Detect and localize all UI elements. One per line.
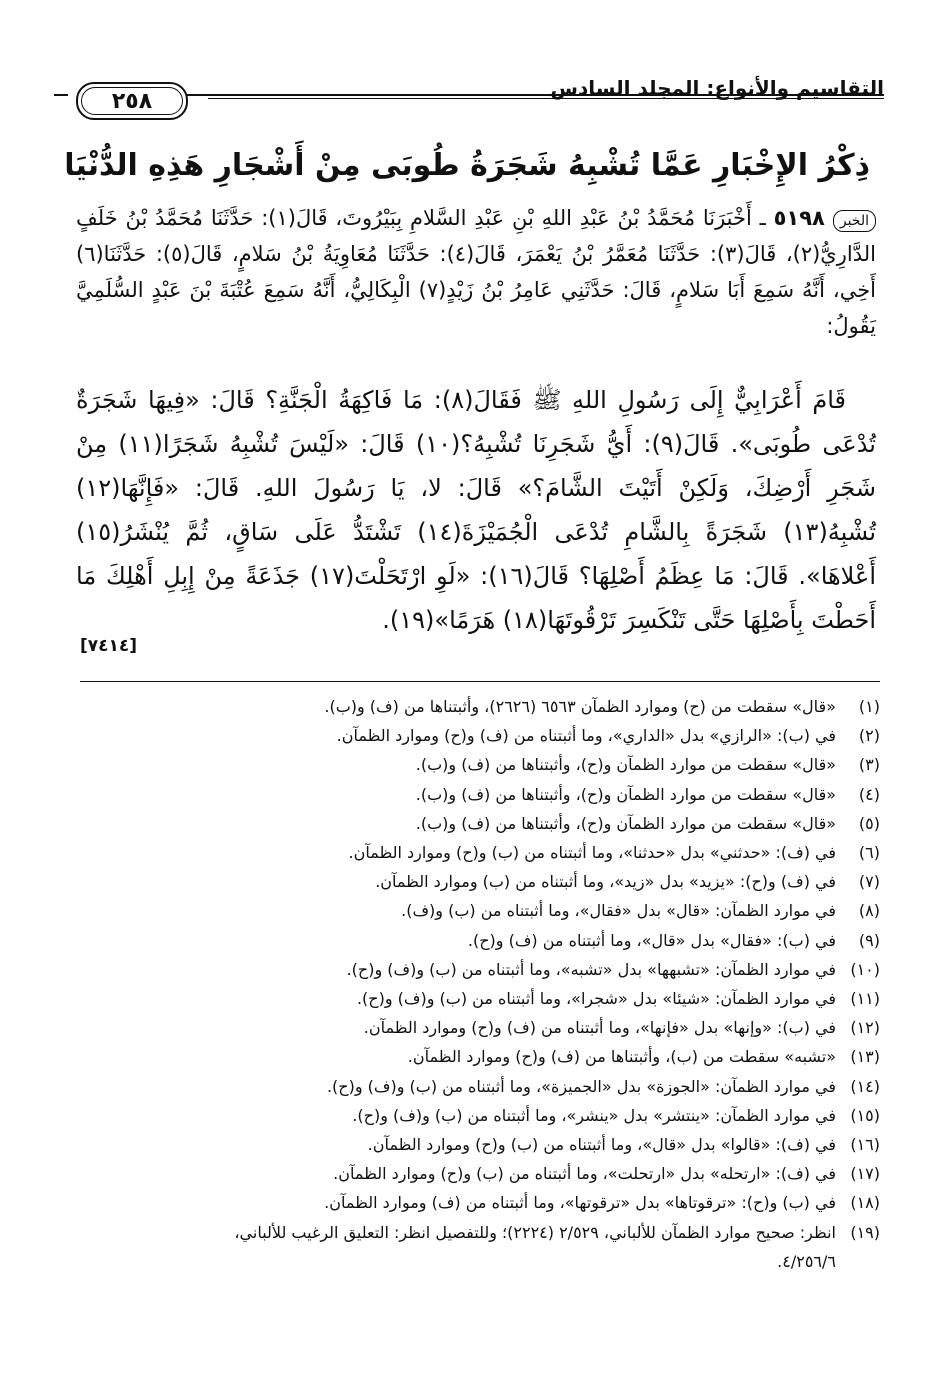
footnote-text: في (ف): «ارتحله» بدل «ارتحلت»، وما أثبتناه من (ب) و(ح) وموارد الظمآن.: [333, 1164, 836, 1184]
footnote-number: (٨): [858, 901, 880, 921]
footnote: [80, 1072, 880, 1101]
footnote: [80, 1013, 880, 1042]
footnote: [80, 838, 880, 867]
footnote-separator: [80, 681, 880, 682]
hadith-number: ٥١٩٨: [773, 206, 825, 230]
footnote: [80, 809, 880, 838]
matn-text: قَامَ أَعْرَابِيٌّ إِلَى رَسُولِ اللهِ ﷺ فَقَالَ(٨): مَا فَاكِهَةُ الْجَنَّةِ؟ قَالَ: «فِيهَا شَجَرَةٌ تُدْعَى طُوبَى». قَالَ(٩): أَيُّ شَجَرِنَا تُشْبِهُ؟(١٠) قَالَ: «لَيْسَ تُشْبِهُ شَجَرًا(١١) مِنْ شَجَرِ أَرْضِكَ، وَلَكِنْ أَتَيْتَ الشَّامَ؟» قَالَ: لا، يَا رَسُولَ اللهِ. قَالَ: «فَإِنَّهَا(١٢) تُشْبِهُ(١٣) شَجَرَةً بِالشَّامِ تُدْعَى الْجُمَيْزَةَ(١٤) تَشْتَدُّ عَلَى سَاقٍ، ثُمَّ يُنْشَرُ(١٥) أَعْلاهَا». قَالَ: مَا عِظَمُ أَصْلِهَا؟ قَالَ(١٦): «لَوِ ارْتَحَلْتَ(١٧) جَذَعَةً مِنْ إِبِلِ أَهْلِكَ مَا أَحَطْتَ بِأَصْلِهَا حَتَّى تَنْكَسِرَ تَرْقُوتَهَا(١٨) هَرَمًا»(١٩).: [76, 386, 876, 634]
footnote-text: «قال» سقطت من موارد الظمآن و(ح)، وأثبتناها من (ف) و(ب).: [415, 813, 836, 833]
footnote: [80, 750, 880, 779]
footnote: [80, 896, 880, 925]
hadith-reference: [٧٤١٤]: [80, 636, 138, 656]
matn-paragraph: [76, 378, 876, 642]
footnote-number: (١٦): [850, 1135, 880, 1155]
footnote-text: انظر: صحيح موارد الظمآن للألباني، ٢/٥٢٩ (٢٢٢٤)؛ وللتفصيل انظر: التعليق الرغيب للألباني،: [234, 1222, 836, 1242]
footnote-continuation: ٤/٢٥٦/٦.: [777, 1251, 836, 1271]
footnote-text: في (ب): «الرازي» بدل «الداري»، وما أثبتناه من (ف) و(ح) وموارد الظمآن.: [336, 726, 836, 746]
footnote-number: (١٩): [850, 1222, 880, 1242]
footnote-text: في (ف): «حدثني» بدل «حدثنا»، وما أثبتناه من (ب) و(ح) وموارد الظمآن.: [348, 843, 836, 863]
footnote-text: «قال» سقطت من (ح) وموارد الظمآن ٦٥٦٣ (٢٦٢٦)، وأثبتناها من (ف) و(ب).: [324, 697, 836, 716]
footnote-number: (١١): [850, 989, 880, 1009]
footnote-number: (١): [858, 697, 880, 716]
page-header: [68, 70, 884, 120]
footnote-text: في (ب): «فقال» بدل «قال»، وما أثبتناه من (ف) و(ح).: [467, 930, 836, 950]
footnote-number: (٦): [858, 843, 880, 863]
header-rule: [208, 94, 884, 96]
footnote-text: في موارد الظمآن: «قال» بدل «فقال»، وما أثبتناه من (ب) و(ف).: [401, 901, 836, 921]
footnote: [80, 1042, 880, 1071]
footnote: [80, 1101, 880, 1130]
footnote-number: (١٨): [850, 1193, 880, 1213]
footnote-number: (٢): [858, 726, 880, 746]
footnote-text: في (ب) و(ح): «ترقوتاها» بدل «ترقوتها»، وما أثبتناه من (ف) وموارد الظمآن.: [324, 1193, 836, 1213]
footnote-text: في موارد الظمآن: «شيئا» بدل «شجرا»، وما أثبتناه من (ب) و(ف) و(ح).: [356, 989, 836, 1009]
footnote-text: في موارد الظمآن: «ينتشر» بدل «ينشر»، وما أثبتناه من (ب) و(ف) و(ح).: [352, 1105, 836, 1125]
footnote-number: (٧): [858, 872, 880, 892]
footnote: [80, 721, 880, 750]
header-rule-thin: [208, 98, 884, 99]
page-number-frame: [76, 82, 188, 120]
footnote: [80, 692, 880, 721]
footnote: [80, 955, 880, 984]
footnote-number: (١٢): [850, 1018, 880, 1038]
footnote-number: (١٧): [850, 1164, 880, 1184]
isnad-paragraph: [76, 200, 876, 344]
footnote-text: في (ف): «قالوا» بدل «قال»، وما أثبتناه من (ب) و(ح) وموارد الظمآن.: [367, 1135, 836, 1155]
footnote: [80, 1159, 880, 1188]
footnote-text: في موارد الظمآن: «تشبهها» بدل «تشبه»، وما أثبتناه من (ب) و(ف) و(ح).: [346, 959, 836, 979]
header-ornament-left: [54, 94, 68, 96]
page-number: ٢٥٨: [111, 88, 153, 114]
footnote-number: (١٤): [850, 1076, 880, 1096]
chapter-title: ذِكْرُ الإِخْبَارِ عَمَّا تُشْبِهُ شَجَرَةُ طُوبَى مِنْ أَشْجَارِ هَذِهِ الدُّنْيَا: [64, 148, 870, 183]
footnote-number: (٩): [858, 930, 880, 950]
footnote-text: «قال» سقطت من موارد الظمآن و(ح)، وأثبتناها من (ف) و(ب).: [415, 784, 836, 804]
footnote-number: (٤): [858, 784, 880, 804]
footnote: [80, 1130, 880, 1159]
header-ornament-right: [186, 94, 208, 96]
footnote: [80, 926, 880, 955]
footnote-number: (١٥): [850, 1105, 880, 1125]
footnote-number: (٥): [858, 813, 880, 833]
footnote-number: (١٠): [850, 959, 880, 979]
footnote: [80, 780, 880, 809]
footnote: [80, 984, 880, 1013]
footnote-number: (١٣): [850, 1047, 880, 1067]
footnote-text: في موارد الظمآن: «الجوزة» بدل «الجميزة»، وما أثبتناه من (ب) و(ف) و(ح).: [326, 1076, 836, 1096]
khabar-mark: الخبر: [833, 210, 876, 232]
footnote-text: «تشبه» سقطت من (ب)، وأثبتناها من (ف) و(ح) وموارد الظمآن.: [407, 1047, 836, 1067]
footnote-text: في (ب): «وإنها» بدل «فإنها»، وما أثبتناه من (ف) و(ح) وموارد الظمآن.: [363, 1018, 836, 1038]
footnote: [80, 1188, 880, 1217]
footnotes: [80, 692, 880, 1276]
footnote-number: (٣): [858, 755, 880, 775]
footnote-text: «قال» سقطت من موارد الظمآن و(ح)، وأثبتناها من (ف) و(ب).: [415, 755, 836, 775]
running-title: التقاسيم والأنواع: المجلد السادس: [550, 76, 884, 100]
footnote-text: في (ف) و(ح): «يزيد» بدل «زيد»، وما أثبتناه من (ب) وموارد الظمآن.: [375, 872, 836, 892]
footnote: [80, 1218, 880, 1247]
footnote: [80, 867, 880, 896]
isnad-text: ـ أَخْبَرَنَا مُحَمَّدُ بْنُ عَبْدِ اللهِ بْنِ عَبْدِ السَّلامِ بِبَيْرُوتَ، قَالَ(١): حَدَّثَنَا مُحَمَّدُ بْنُ خَلَفٍ الدَّارِيُّ(٢)، قَالَ(٣): حَدَّثَنَا مُعَمَّرُ بْنُ يَعْمَرَ، قَالَ(٤): حَدَّثَنَا مُعَاوِيَةُ بْنُ سَلامٍ، قَالَ(٥): حَدَّثَنَا(٦) أَخِي، أَنَّهُ سَمِعَ أَبَا سَلامٍ، قَالَ: حَدَّثَنِي عَامِرُ بْنُ زَيْدٍ(٧) الْبِكَالِيُّ، أَنَّهُ سَمِعَ عُتْبَةَ بْنَ عَبْدٍ السُّلَمِيَّ يَقُولُ:: [76, 206, 877, 338]
